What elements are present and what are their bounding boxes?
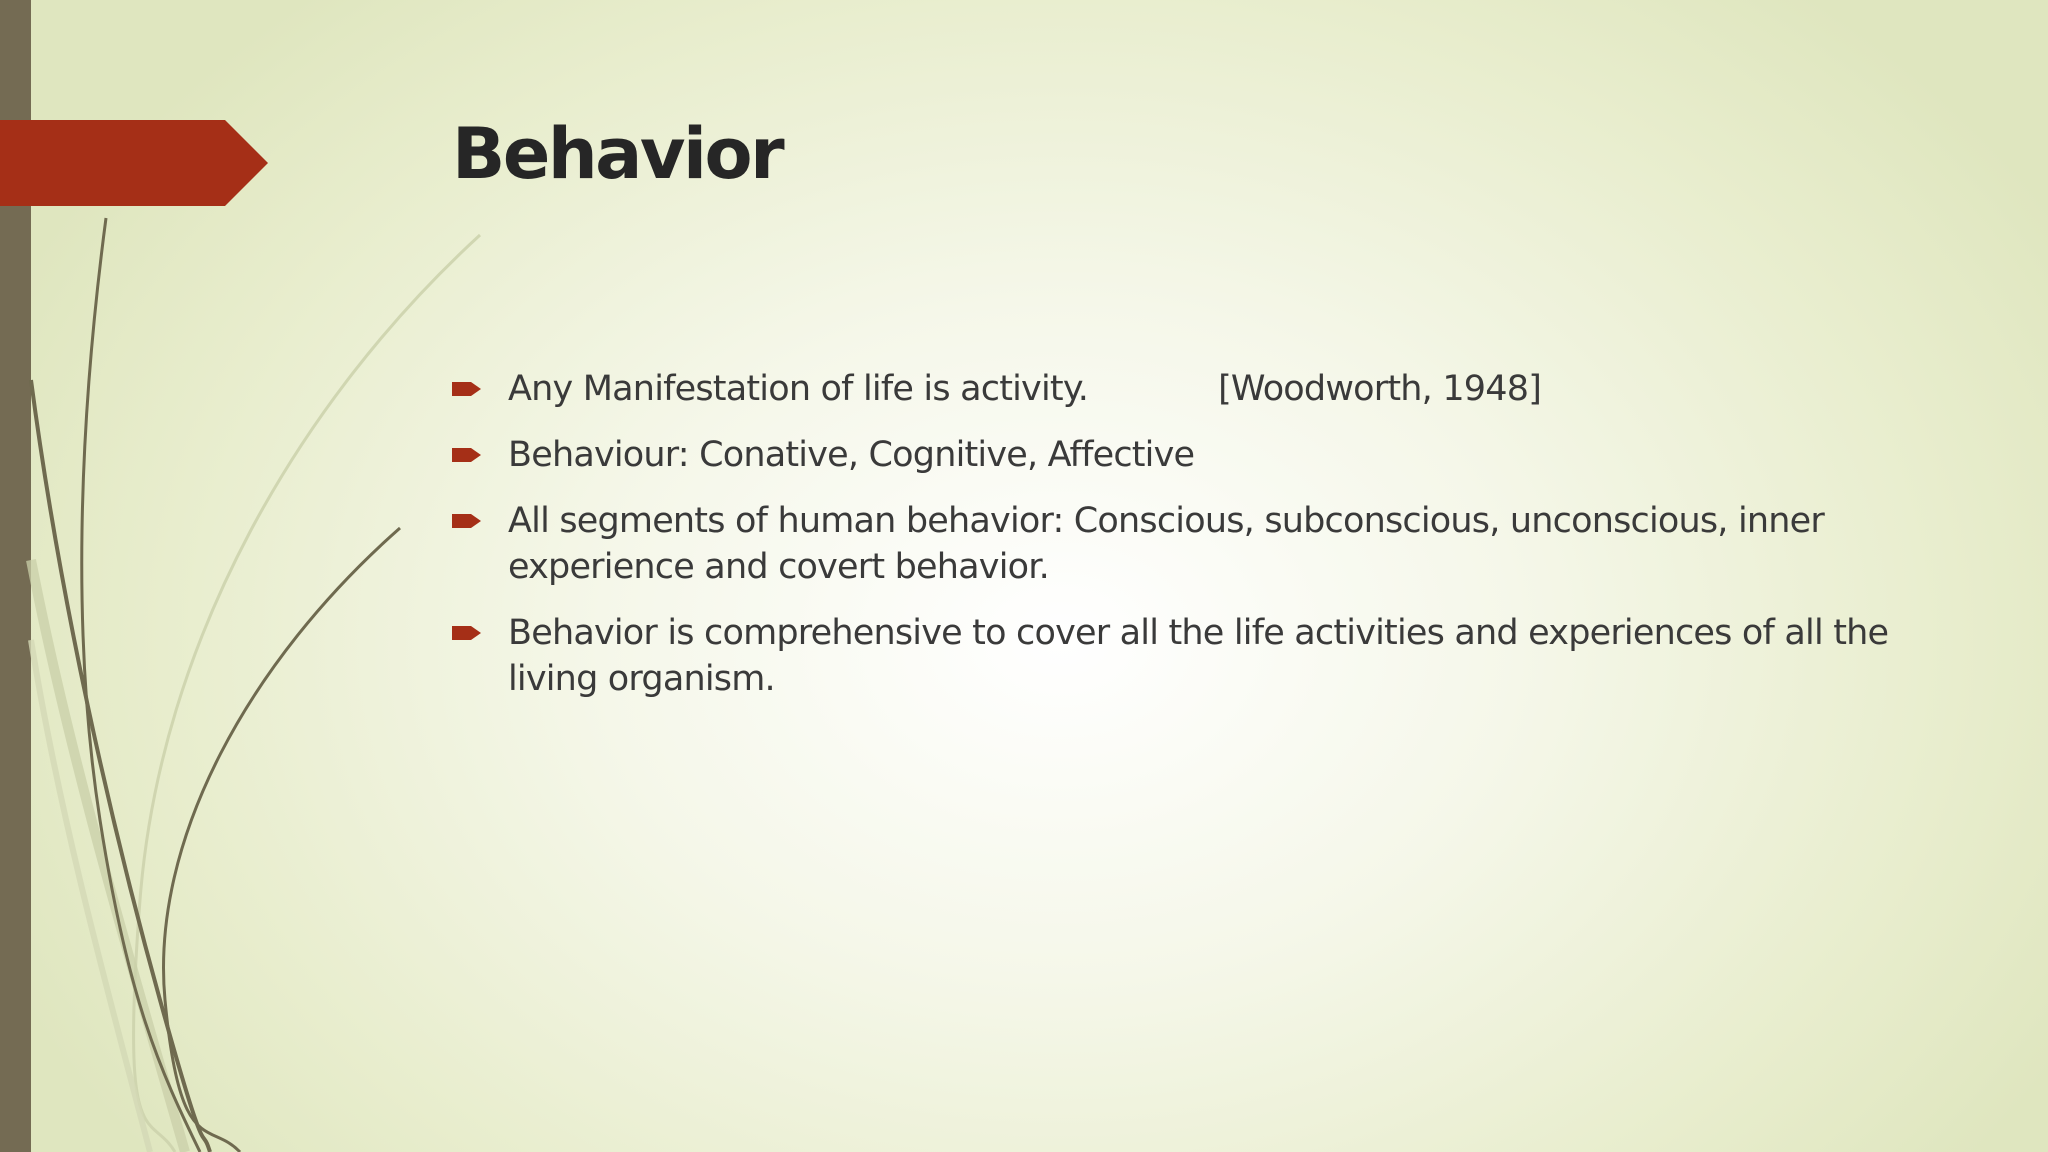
bullet-text: All segments of human behavior: Conscious, subconscious, unconscious, inner experience and covert behavior. bbox=[508, 501, 1824, 587]
slide-title: Behavior bbox=[452, 113, 783, 195]
arrow-bullet-icon bbox=[452, 379, 482, 399]
list-item bbox=[452, 366, 1902, 412]
title-accent-arrow bbox=[0, 120, 270, 206]
list-item bbox=[452, 610, 1902, 702]
bullet-text: Behaviour: Conative, Cognitive, Affective bbox=[508, 435, 1195, 475]
list-item bbox=[452, 498, 1902, 590]
bullet-text: Any Manifestation of life is activity. bbox=[508, 369, 1089, 409]
citation: [Woodworth, 1948] bbox=[1218, 369, 1542, 409]
bullet-list bbox=[452, 366, 1902, 722]
arrow-bullet-icon bbox=[452, 623, 482, 643]
arrow-bullet-icon bbox=[452, 511, 482, 531]
arrow-bullet-icon bbox=[452, 445, 482, 465]
bullet-text: Behavior is comprehensive to cover all the life activities and experiences of all the living organism. bbox=[508, 613, 1889, 699]
list-item bbox=[452, 432, 1902, 478]
